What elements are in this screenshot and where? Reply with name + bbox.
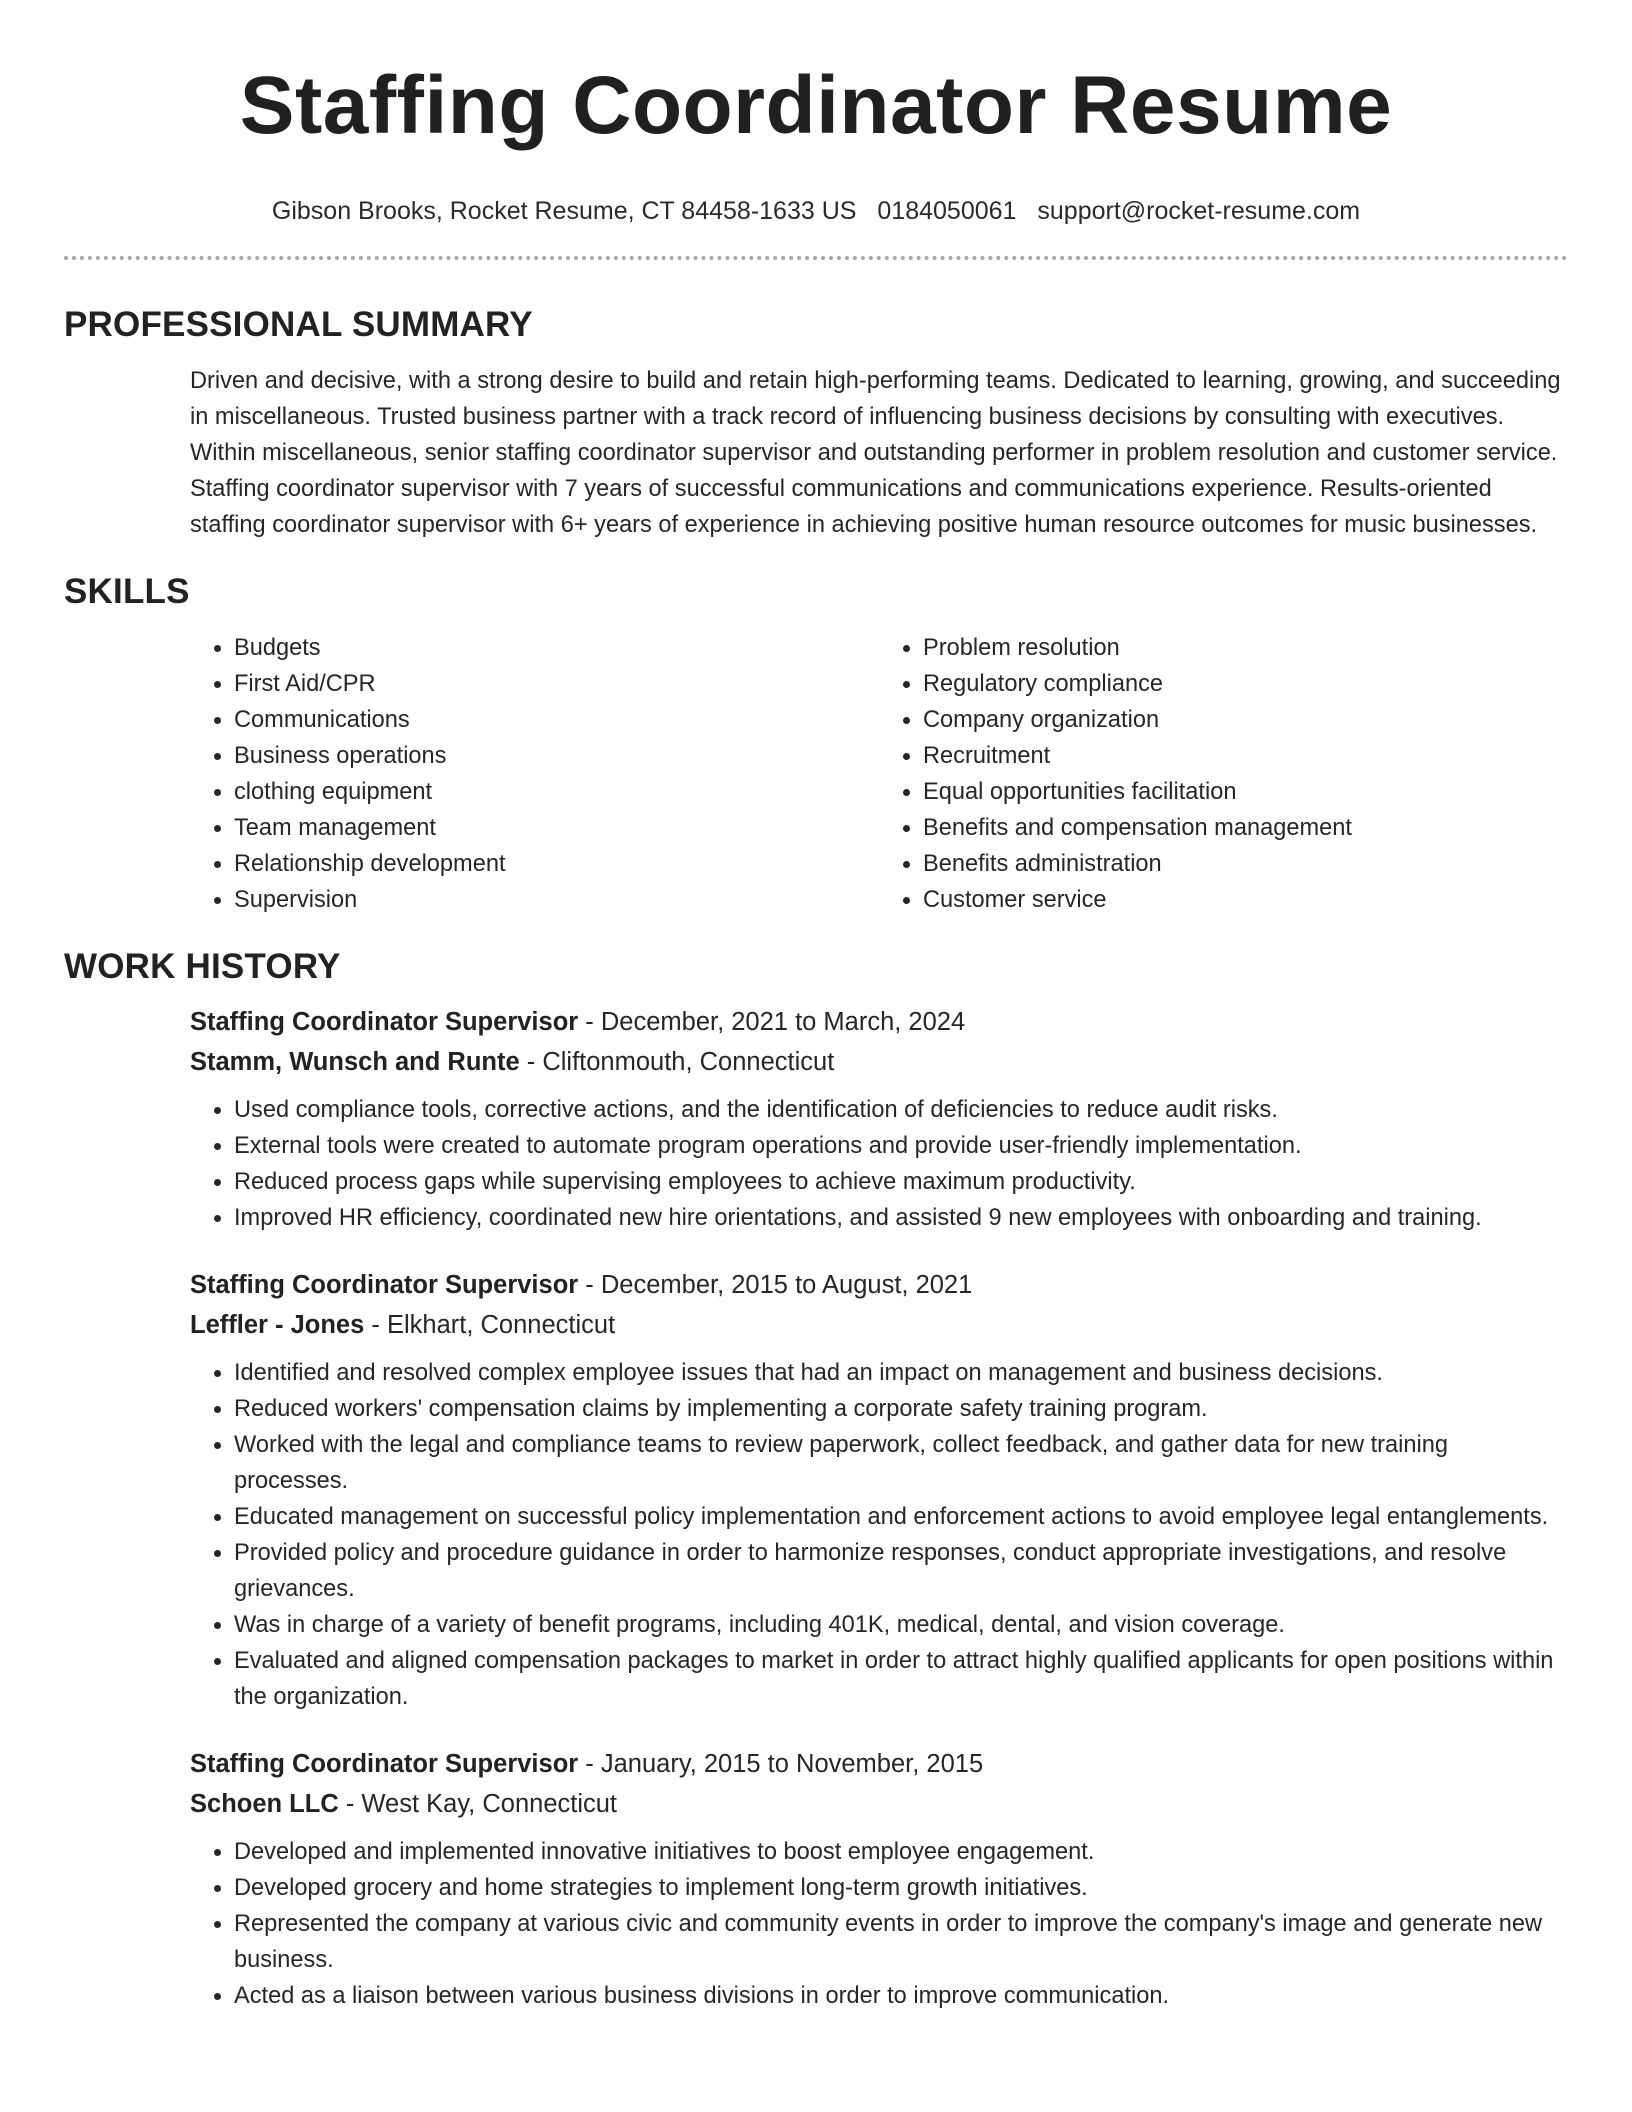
job-bullet: • Educated management on successful policy implementation and enforcement actions to avoid employee legal entanglements.: [234, 1499, 1568, 1535]
job-dates: - January, 2015 to November, 2015: [578, 1750, 984, 1778]
skill-item: • Benefits and compensation management: [923, 810, 1568, 846]
skill-item: • Equal opportunities facilitation: [923, 774, 1568, 810]
skill-item: • clothing equipment: [234, 774, 879, 810]
skills-grid: [190, 630, 1568, 918]
contact-address: Gibson Brooks, Rocket Resume, CT 84458-1633 US: [271, 197, 857, 225]
skill-item: • Company organization: [923, 702, 1568, 738]
job-location: - West Kay, Connecticut: [338, 1790, 618, 1818]
skill-item: • Communications: [234, 702, 879, 738]
skill-item: • Recruitment: [923, 738, 1568, 774]
summary-text: Driven and decisive, with a strong desire to build and retain high-performing teams. Dedicated to learning, growing, and succeeding in miscellaneous. Trusted business partner with a track record of influencing business decisions by consulting with executives. Within miscellaneous, senior staffing coordinator supervisor and outstanding performer in problem resolution and customer service. Staffing coordinator supervisor with 7 years of successful communications and communications experience. Results-oriented staffing coordinator supervisor with 6+ years of experience in achieving positive human resource outcomes for music businesses.: [190, 368, 1561, 538]
skill-item: • Relationship development: [234, 846, 879, 882]
job-title: Staffing Coordinator Supervisor: [190, 1750, 579, 1778]
skill-item: • Customer service: [923, 882, 1568, 918]
job-bullet: • Worked with the legal and compliance teams to review paperwork, collect feedback, and gather data for new training processes.: [234, 1427, 1568, 1499]
job-title-line: [190, 1265, 1568, 1305]
job-bullet: • Was in charge of a variety of benefit programs, including 401K, medical, dental, and vision coverage.: [234, 1607, 1568, 1643]
job-dates: - December, 2015 to August, 2021: [578, 1271, 973, 1299]
skill-item: • First Aid/CPR: [234, 666, 879, 702]
job-bullet: • Evaluated and aligned compensation packages to market in order to attract highly qualified applicants for open positions within the organization.: [234, 1643, 1568, 1715]
header-divider: [64, 256, 1568, 260]
contact-phone[interactable]: 0184050061: [877, 197, 1017, 225]
summary-heading: PROFESSIONAL SUMMARY: [64, 305, 533, 344]
job-entry: [190, 1002, 1568, 1236]
job-company-line: [190, 1784, 1568, 1824]
job-title: Staffing Coordinator Supervisor: [190, 1271, 579, 1299]
job-title-line: [190, 1744, 1568, 1784]
job-bullets: [190, 1834, 1568, 2014]
skill-item: • Team management: [234, 810, 879, 846]
job-bullet: • Improved HR efficiency, coordinated new hire orientations, and assisted 9 new employees with onboarding and training.: [234, 1200, 1568, 1236]
job-bullet: • Reduced process gaps while supervising employees to achieve maximum productivity.: [234, 1164, 1568, 1200]
job-title-line: [190, 1002, 1568, 1042]
skill-item: • Supervision: [234, 882, 879, 918]
job-bullet: • External tools were created to automate program operations and provide user-friendly implementation.: [234, 1128, 1568, 1164]
job-bullets: [190, 1355, 1568, 1715]
job-company: Stamm, Wunsch and Runte: [190, 1048, 520, 1076]
resume-title: Staffing Coordinator Resume: [239, 60, 1393, 151]
job-location: - Cliftonmouth, Connecticut: [519, 1048, 835, 1076]
contact-line: [64, 196, 1568, 226]
job-title: Staffing Coordinator Supervisor: [190, 1008, 579, 1036]
skill-item: • Benefits administration: [923, 846, 1568, 882]
job-bullet: • Provided policy and procedure guidance in order to harmonize responses, conduct appropriate investigations, and resolve grievances.: [234, 1535, 1568, 1607]
job-bullet: • Used compliance tools, corrective actions, and the identification of deficiencies to reduce audit risks.: [234, 1092, 1568, 1128]
job-dates: - December, 2021 to March, 2024: [578, 1008, 966, 1036]
job-company: Schoen LLC: [190, 1790, 339, 1818]
job-bullet: • Represented the company at various civic and community events in order to improve the company's image and generate new business.: [234, 1906, 1568, 1978]
skill-item: • Problem resolution: [923, 630, 1568, 666]
summary-section: [190, 363, 1568, 543]
resume-page: [64, 0, 1568, 2014]
skills-heading: SKILLS: [64, 572, 190, 611]
skill-item: • Business operations: [234, 738, 879, 774]
job-company-line: [190, 1042, 1568, 1082]
skills-list-right: [879, 630, 1568, 918]
job-bullet: • Identified and resolved complex employee issues that had an impact on management and business decisions.: [234, 1355, 1568, 1391]
job-company: Leffler - Jones: [190, 1311, 365, 1339]
skill-item: • Budgets: [234, 630, 879, 666]
job-location: - Elkhart, Connecticut: [364, 1311, 616, 1339]
skills-list-left: [190, 630, 879, 918]
job-bullet: • Acted as a liaison between various business divisions in order to improve communication.: [234, 1978, 1568, 2014]
skill-item: • Regulatory compliance: [923, 666, 1568, 702]
job-bullet: • Reduced workers' compensation claims by implementing a corporate safety training program.: [234, 1391, 1568, 1427]
job-company-line: [190, 1305, 1568, 1345]
job-entry: [190, 1744, 1568, 2014]
job-bullets: [190, 1092, 1568, 1236]
work-heading: WORK HISTORY: [64, 947, 341, 986]
job-bullet: • Developed and implemented innovative initiatives to boost employee engagement.: [234, 1834, 1568, 1870]
job-entry: [190, 1265, 1568, 1715]
contact-email[interactable]: support@rocket-resume.com: [1037, 197, 1361, 225]
job-bullet: • Developed grocery and home strategies to implement long-term growth initiatives.: [234, 1870, 1568, 1906]
